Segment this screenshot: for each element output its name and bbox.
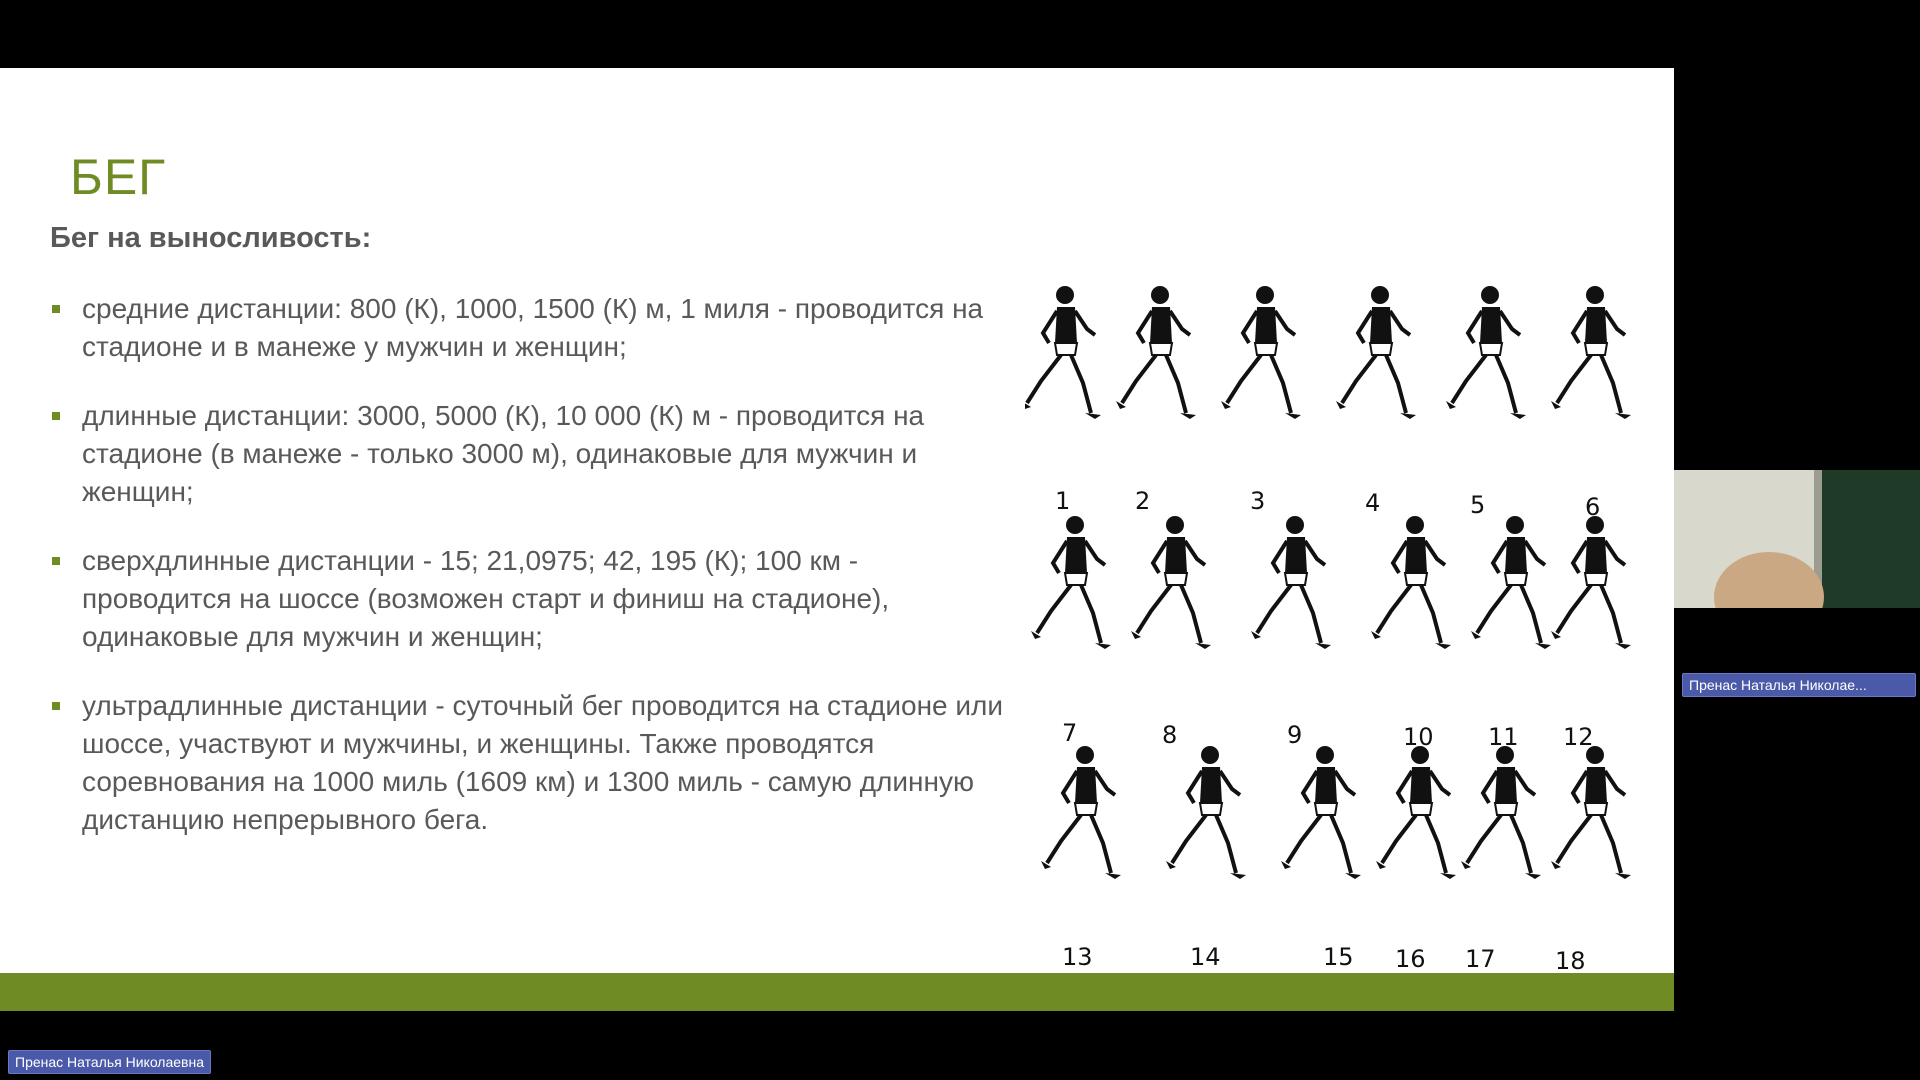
phase-number: 5 bbox=[1470, 491, 1486, 519]
phase-number: 15 bbox=[1323, 943, 1354, 971]
runner-row-3 bbox=[1041, 746, 1631, 879]
slide-title: БЕГ bbox=[70, 149, 167, 205]
phase-number: 9 bbox=[1287, 721, 1303, 749]
bullet-item bbox=[50, 687, 1010, 839]
bullet-square-icon bbox=[52, 305, 60, 313]
runner-row-2 bbox=[1031, 516, 1631, 649]
phase-number: 8 bbox=[1162, 721, 1178, 749]
phase-number: 1 bbox=[1055, 487, 1071, 515]
participant-name-tag: Пренас Наталья Николае... bbox=[1682, 673, 1916, 697]
bullet-text: ультрадлинные дистанции - суточный бег проводится на стадионе или шоссе, участвуют и мужчины, и женщины. Также проводятся соревнования на 1000 миль (1609 км) и 1300 миль - самую длинную дистанцию непрерывного бега. bbox=[82, 690, 1004, 835]
phase-number: 11 bbox=[1488, 723, 1519, 751]
presenter-name-tag: Пренас Наталья Николаевна bbox=[8, 1050, 211, 1074]
phase-number: 10 bbox=[1403, 723, 1434, 751]
bullet-text: сверхдлинные дистанции - 15; 21,0975; 42, 195 (К); 100 км - проводится на шоссе (возможен старт и финиш на стадионе), одинаковые для мужчин и женщин; bbox=[82, 545, 890, 652]
bullet-item bbox=[50, 290, 1010, 366]
participant-video-tile[interactable] bbox=[1674, 470, 1920, 608]
presentation-slide bbox=[0, 68, 1674, 1011]
bullet-list bbox=[50, 290, 1010, 870]
bullet-square-icon bbox=[52, 557, 60, 565]
running-phases-figure bbox=[1025, 253, 1650, 973]
phase-number: 18 bbox=[1555, 947, 1586, 973]
phase-number: 16 bbox=[1395, 945, 1426, 973]
bullet-item bbox=[50, 542, 1010, 656]
phase-number: 6 bbox=[1585, 493, 1601, 521]
bullet-square-icon bbox=[52, 702, 60, 710]
phase-number: 3 bbox=[1250, 487, 1266, 515]
phase-number: 4 bbox=[1365, 489, 1381, 517]
video-background-board bbox=[1822, 470, 1920, 608]
phase-number: 2 bbox=[1135, 487, 1151, 515]
bullet-text: длинные дистанции: 3000, 5000 (К), 10 000 (К) м - проводится на стадионе (в манеже - только 3000 м), одинаковые для мужчин и женщин; bbox=[82, 400, 925, 507]
phase-number: 7 bbox=[1062, 719, 1078, 747]
bullet-square-icon bbox=[52, 412, 60, 420]
phase-number: 12 bbox=[1563, 723, 1594, 751]
slide-footer-band bbox=[0, 973, 1674, 1011]
bullet-text: средние дистанции: 800 (К), 1000, 1500 (К) м, 1 миля - проводится на стадионе и в манеже у мужчин и женщин; bbox=[82, 293, 984, 362]
phase-number: 14 bbox=[1190, 943, 1221, 971]
runner-row-1 bbox=[1025, 286, 1631, 419]
phase-number: 17 bbox=[1465, 945, 1496, 973]
phase-number: 13 bbox=[1062, 943, 1093, 971]
slide-subtitle: Бег на выносливость: bbox=[50, 222, 372, 254]
bullet-item bbox=[50, 397, 1010, 511]
